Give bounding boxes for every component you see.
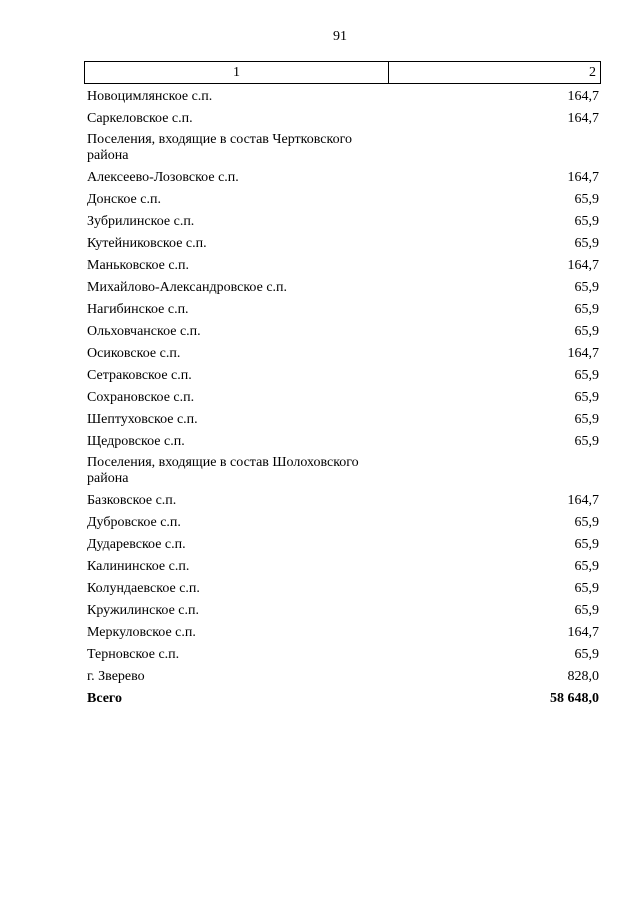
row-name: Щедровское с.п. <box>87 434 185 449</box>
row-value: 164,7 <box>567 111 599 126</box>
row-name: Меркуловское с.п. <box>87 625 196 640</box>
row-name: Маньковское с.п. <box>87 258 190 273</box>
row-name: Ольховчанское с.п. <box>87 324 201 339</box>
row-value: 65,9 <box>574 390 599 405</box>
row-name: Сетраковское с.п. <box>87 368 192 383</box>
row-name: Колундаевское с.п. <box>87 581 200 596</box>
row-value: 164,7 <box>567 346 599 361</box>
row-name: Саркеловское с.п. <box>87 111 193 126</box>
table-body <box>87 87 599 711</box>
row-name: Сохрановское с.п. <box>87 390 195 405</box>
total-label: Всего <box>87 691 122 706</box>
row-value: 164,7 <box>567 493 599 508</box>
row-value: 828,0 <box>567 669 599 684</box>
row-name: Нагибинское с.п. <box>87 302 189 317</box>
row-name: Дубровское с.п. <box>87 515 181 530</box>
row-value: 65,9 <box>574 559 599 574</box>
row-value: 65,9 <box>574 192 599 207</box>
row-name: Зубрилинское с.п. <box>87 214 195 229</box>
row-value: 164,7 <box>567 170 599 185</box>
row-value: 65,9 <box>574 647 599 662</box>
row-value: 65,9 <box>574 368 599 383</box>
row-name: Кружилинское с.п. <box>87 603 199 618</box>
row-name: Кутейниковское с.п. <box>87 236 207 251</box>
row-name: Терновское с.п. <box>87 647 180 662</box>
row-name: Дударевское с.п. <box>87 537 186 552</box>
row-value: 65,9 <box>574 302 599 317</box>
row-name: Базковское с.п. <box>87 493 177 508</box>
row-value: 65,9 <box>574 581 599 596</box>
row-value: 164,7 <box>567 625 599 640</box>
table-header <box>84 61 601 84</box>
header-column-2: 2 <box>589 65 596 80</box>
row-value: 65,9 <box>574 280 599 295</box>
group-heading: Поселения, входящие в состав Шолоховского района <box>87 455 359 486</box>
row-value: 164,7 <box>567 89 599 104</box>
group-heading: Поселения, входящие в состав Чертковского района <box>87 132 352 163</box>
total-value: 58 648,0 <box>550 691 599 706</box>
row-name: Алексеево-Лозовское с.п. <box>87 170 239 185</box>
row-value: 65,9 <box>574 515 599 530</box>
row-value: 65,9 <box>574 537 599 552</box>
row-name: Осиковское с.п. <box>87 346 181 361</box>
row-value: 65,9 <box>574 236 599 251</box>
row-value: 65,9 <box>574 434 599 449</box>
row-name: г. Зверево <box>87 669 145 684</box>
row-name: Калининское с.п. <box>87 559 190 574</box>
row-name: Шептуховское с.п. <box>87 412 198 427</box>
row-value: 65,9 <box>574 214 599 229</box>
row-value: 65,9 <box>574 603 599 618</box>
page-number: 91 <box>333 29 347 44</box>
row-value: 164,7 <box>567 258 599 273</box>
row-name: Новоцимлянское с.п. <box>87 89 213 104</box>
row-name: Донское с.п. <box>87 192 161 207</box>
row-name: Михайлово-Александровское с.п. <box>87 280 288 295</box>
row-value: 65,9 <box>574 412 599 427</box>
row-value: 65,9 <box>574 324 599 339</box>
header-column-1: 1 <box>85 62 389 83</box>
